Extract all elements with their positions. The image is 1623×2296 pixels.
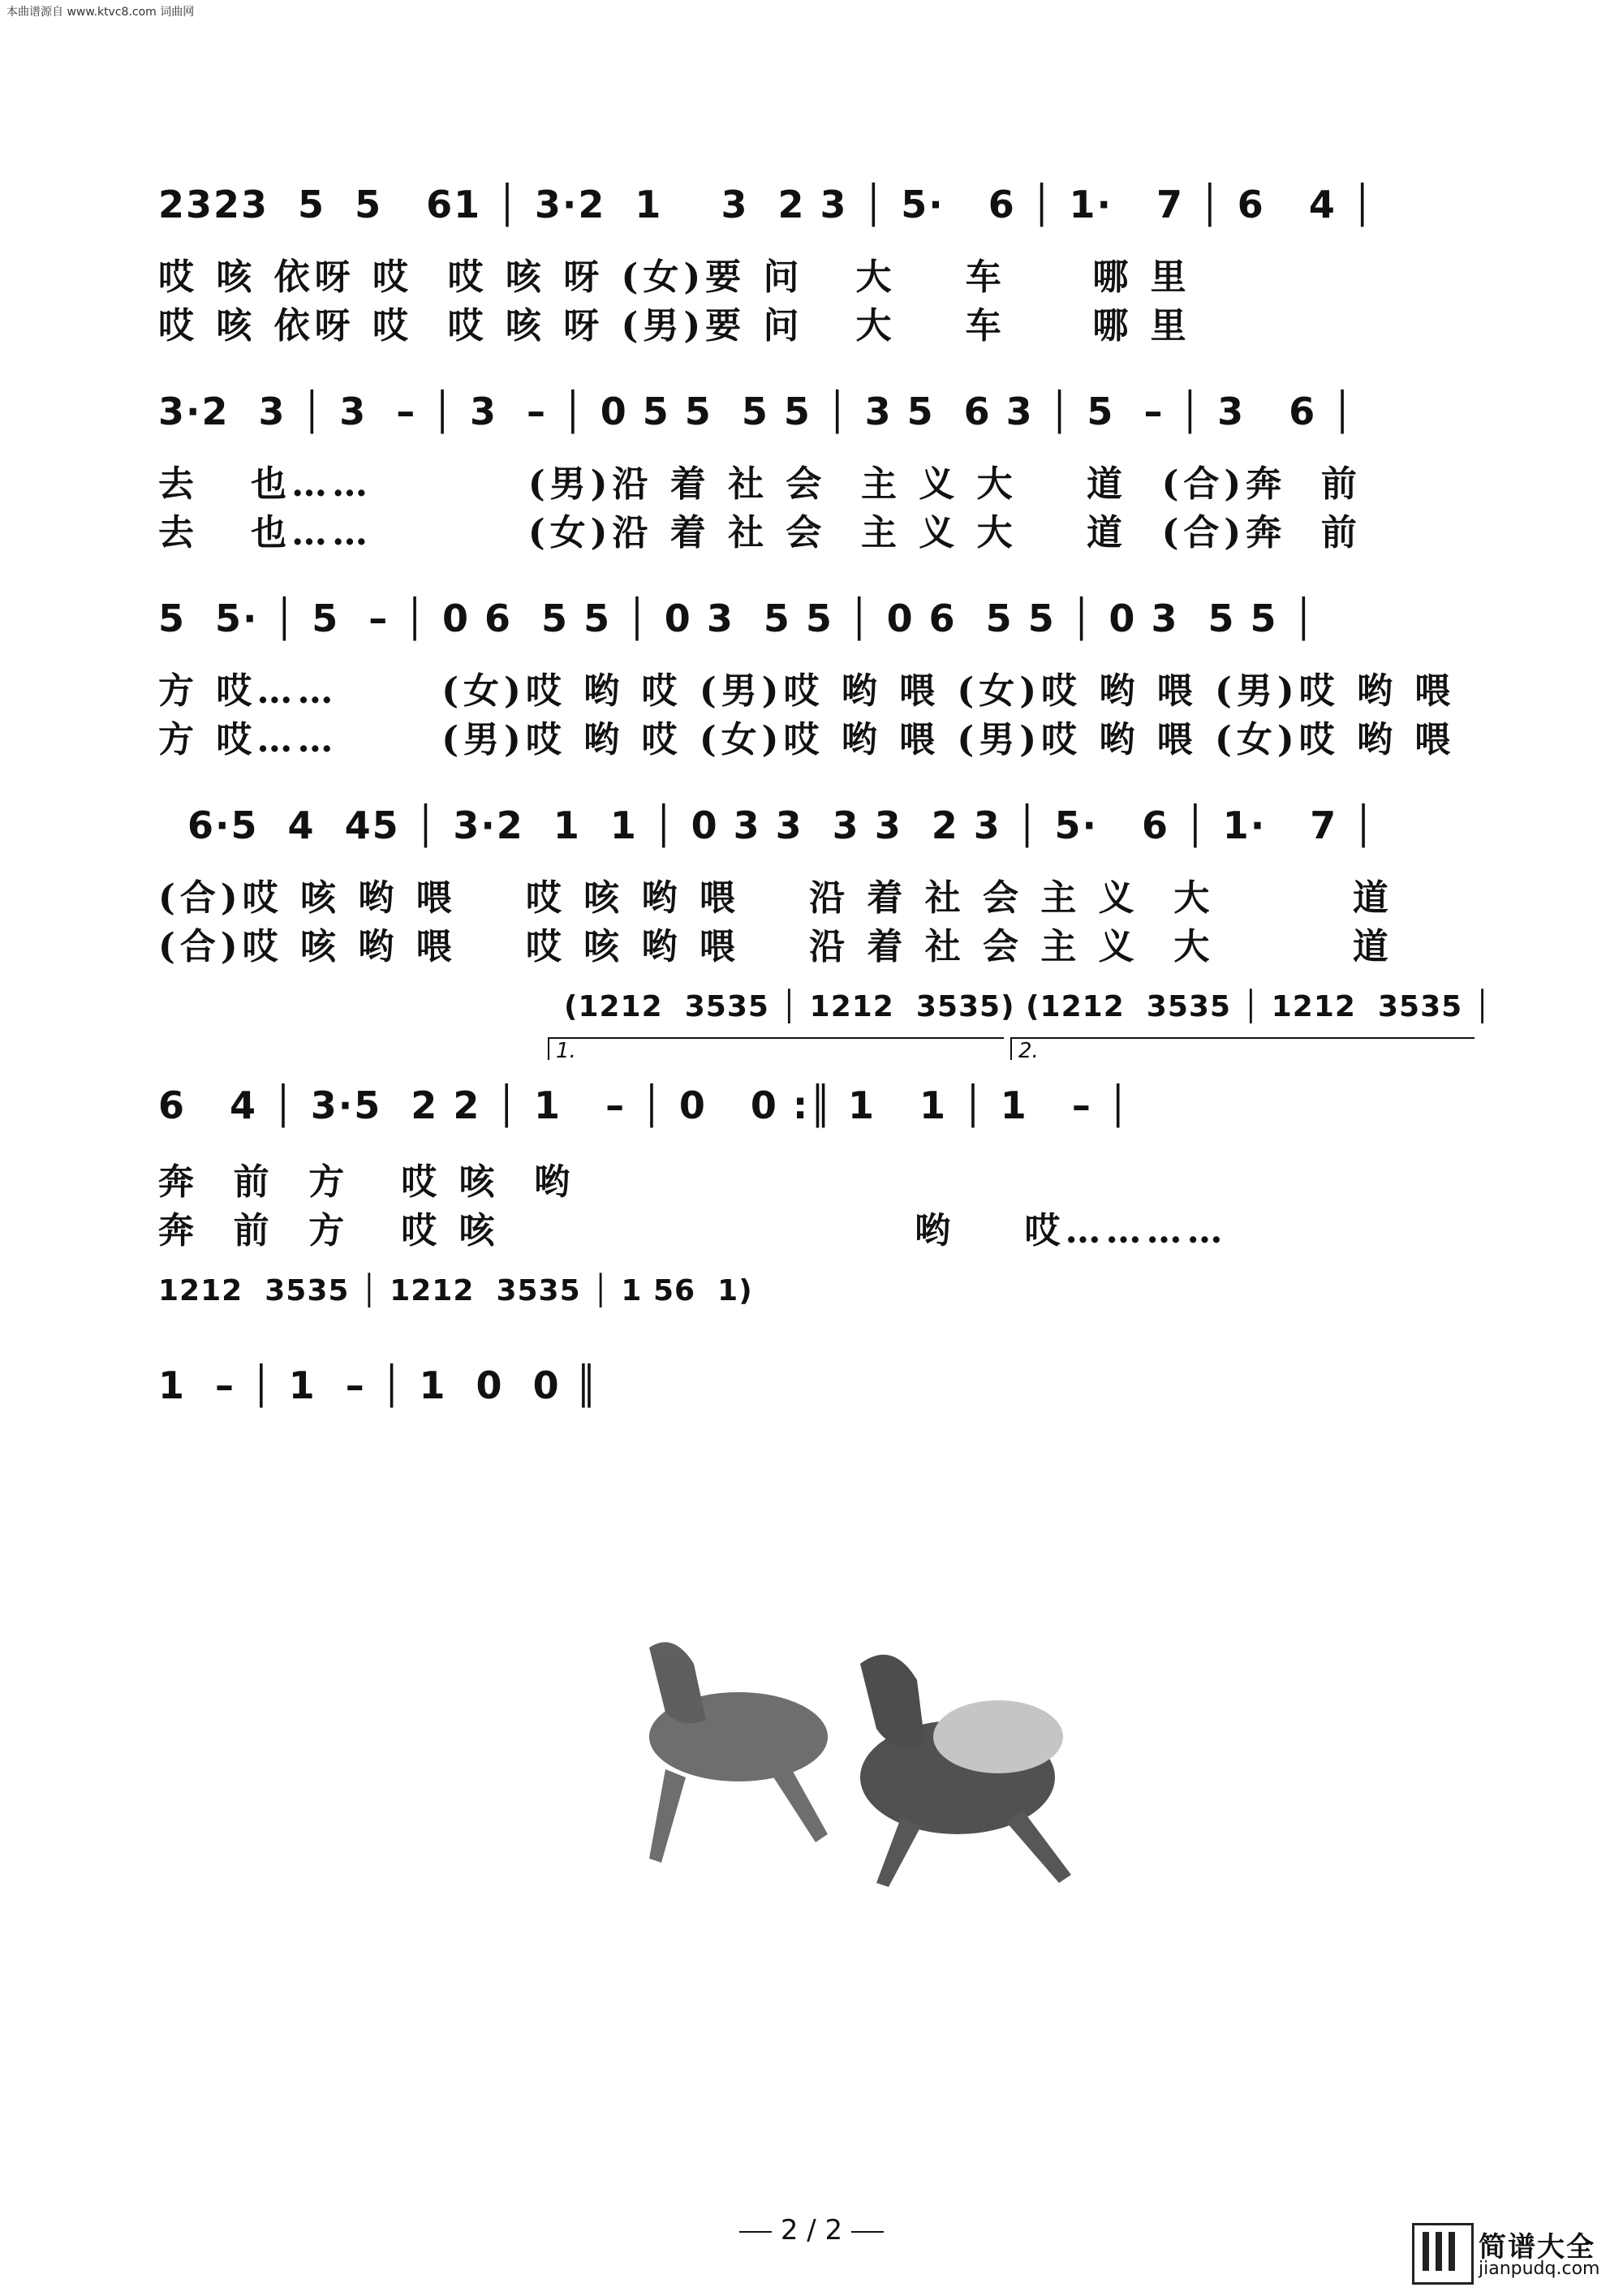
interlude-line: (1212 3535 │ 1212 3535) (1212 3535 │ 1212 3535 │ [564,990,1492,1023]
logo-title: 简谱大全 [1479,2231,1595,2264]
lyrics-line-2: 方 哎…… (男)哎 哟 哎 (女)哎 哟 喂 (男)哎 哟 喂 (女)哎 哟 喂 [158,719,1456,760]
lyrics-line-1: 去 也…… (男)沿 着 社 会 主 义 大 道 (合)奔 前 [158,463,1362,505]
piano-keys-icon [1412,2223,1474,2285]
system-3 [158,597,1473,775]
horses-illustration [617,1615,1120,1907]
page-number [0,2214,1623,2246]
notation-line: 2323 5 5 61 │ 3·2 1 3 2 3 │ 5· 6 │ 1· 7 │ 6 4 │ [158,183,1375,226]
logo-subtitle: jianpudq.com [1479,2259,1600,2279]
notation-line: 6 4 │ 3·5 2 2 │ 1 – │ 0 0 :║ 1 1 │ 1 – │ [158,1083,1131,1127]
volta-label-2: 2. [1018,1039,1039,1063]
system-1 [158,183,1473,361]
volta-bracket-1 [548,1037,1004,1060]
notation-line: 6·5 4 45 │ 3·2 1 1 │ 0 3 3 3 3 2 3 │ 5· 6 │ 1· 7 │ [158,803,1376,847]
interlude-line: 1212 3535 │ 1212 3535 │ 1 56 1) [158,1274,753,1307]
system-6 [158,1274,1473,1437]
lyrics-line-2: 去 也…… (女)沿 着 社 会 主 义 大 道 (合)奔 前 [158,512,1362,554]
lyrics-line-2: 奔 前 方 哎 咳 哟 哎………… [158,1210,1228,1251]
notation-line: 3·2 3 │ 3 – │ 3 – │ 0 5 5 5 5 │ 3 5 6 3 │ 5 – │ 3 6 │ [158,390,1355,433]
lyrics-line-2: (合)哎 咳 哟 喂 哎 咳 哟 喂 沿 着 社 会 主 义 大 道 [158,926,1393,967]
notation-line: 5 5· │ 5 – │ 0 6 5 5 │ 0 3 5 5 │ 0 6 5 5 │ 0 3 5 5 │ [158,597,1317,640]
notation-line: 1 – │ 1 – │ 1 0 0 ║ [158,1363,600,1407]
system-2 [158,390,1473,568]
lyrics-line-2: 哎 咳 依呀 哎 哎 咳 呀 (男)要 问 大 车 哪 里 [158,305,1191,347]
lyrics-line-1: 方 哎…… (女)哎 哟 哎 (男)哎 哟 喂 (女)哎 哟 喂 (男)哎 哟 喂 [158,670,1456,712]
page-number-text: 2 / 2 [780,2214,843,2246]
volta-label-1: 1. [556,1039,576,1063]
lyrics-line-1: 哎 咳 依呀 哎 哎 咳 呀 (女)要 问 大 车 哪 里 [158,256,1191,298]
system-5 [158,990,1492,1251]
system-4 [158,803,1473,982]
source-header: 本曲谱源自 www.ktvc8.com 词曲网 [6,6,195,19]
lyrics-line-1: 奔 前 方 哎 咳 哟 [158,1161,575,1203]
lyrics-line-1: (合)哎 咳 哟 喂 哎 咳 哟 喂 沿 着 社 会 主 义 大 道 [158,877,1393,919]
site-logo [1412,2223,1599,2280]
volta-bracket-2 [1010,1037,1474,1060]
